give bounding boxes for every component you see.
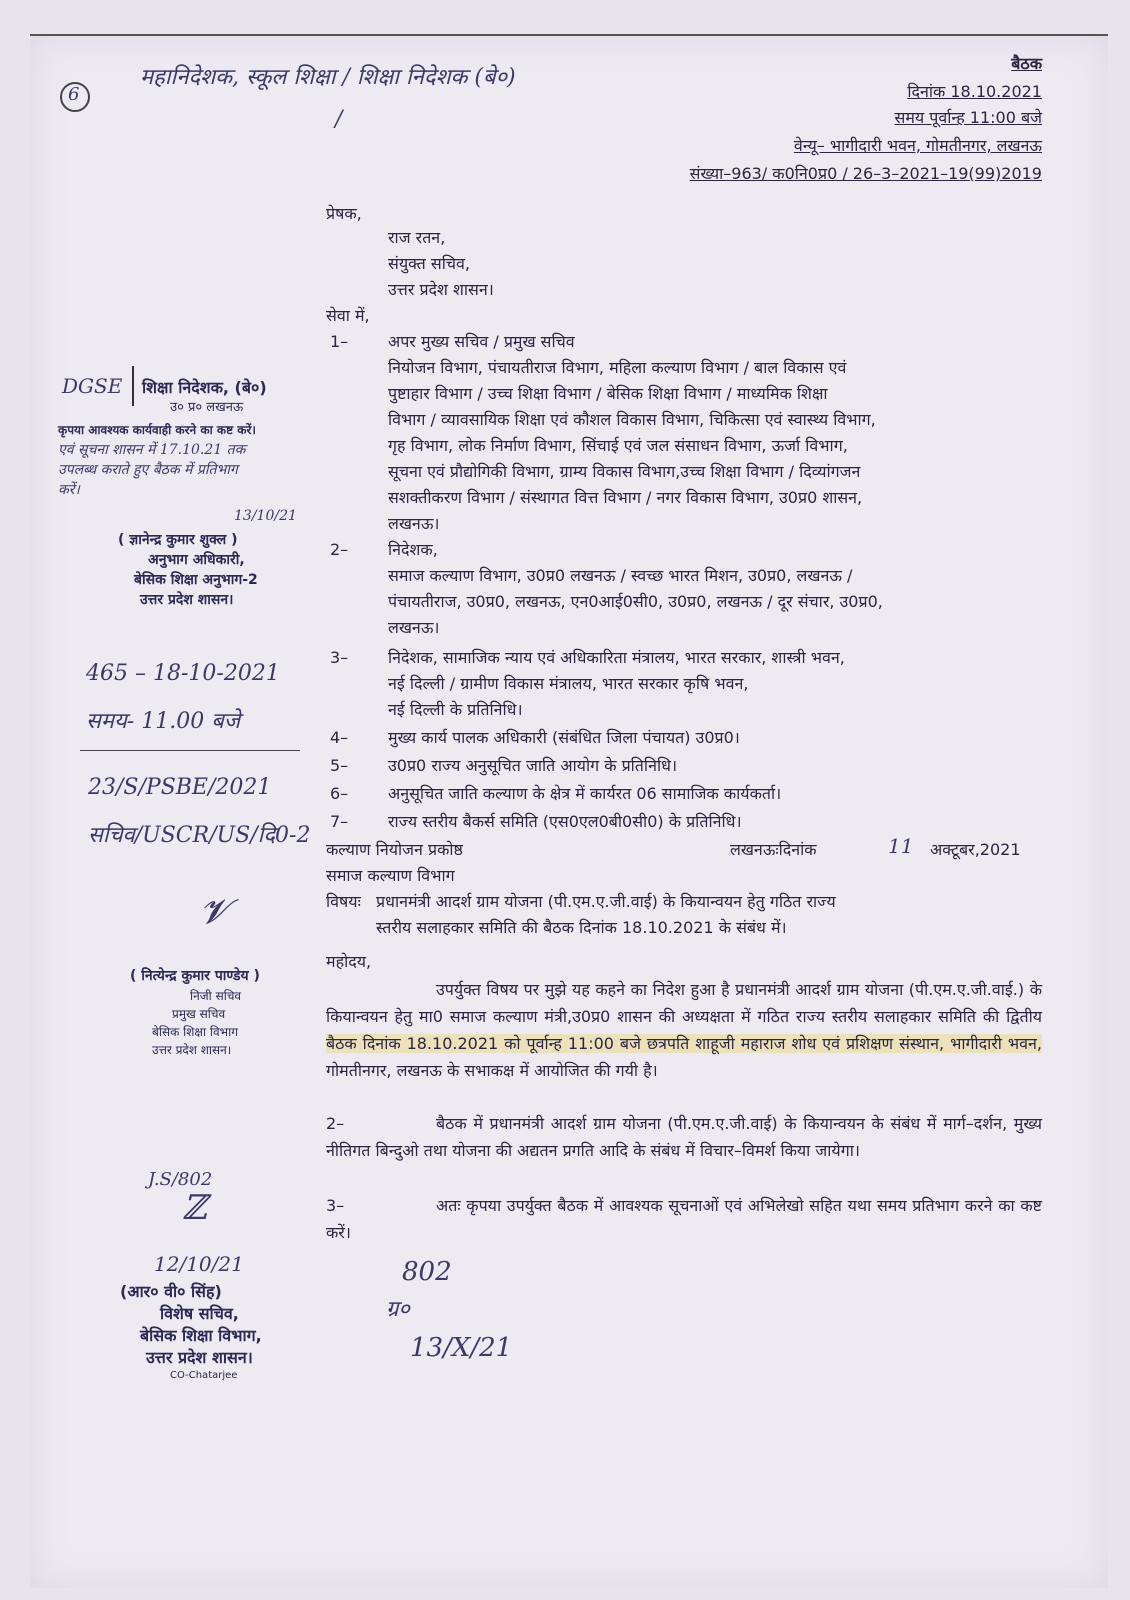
department-name: समाज कल्याण विभाग — [326, 866, 455, 885]
sender-office: उत्तर प्रदेश शासन। — [388, 280, 494, 299]
paragraph-1 — [326, 976, 1042, 1084]
recipient-line: समाज कल्याण विभाग, उ0प्र0 लखनऊ / स्वच्छ भारत मिशन, उ0प्र0, लखनऊ / — [388, 566, 853, 585]
recipient-line: अनुसूचित जाति कल्याण के क्षेत्र में कार्यरत 06 सामाजिक कार्यकर्ता। — [388, 784, 782, 803]
officer-3-department: बेसिक शिक्षा विभाग, — [140, 1326, 262, 1345]
handwritten-code-1: 23/S/PSBE/2021 — [88, 775, 272, 800]
officer-1-name: ( ज्ञानेन्द्र कुमार शुक्ल ) — [118, 532, 238, 548]
officer-2-name: ( नित्येन्द्र कुमार पाण्डेय ) — [130, 968, 260, 984]
officer-1-designation: अनुभाग अधिकारी, — [148, 552, 245, 568]
recipient-line: राज्य स्तरीय बैकर्स समिति (एस0एल0बी0सी0) के प्रतिनिधि। — [388, 812, 742, 831]
slash-mark: / — [335, 107, 343, 132]
dgse-divider — [132, 366, 134, 406]
handwritten-note-2: उपलब्ध कराते हुए बैठक में प्रतिभाग — [58, 462, 238, 478]
letter-page — [30, 34, 1108, 1588]
officer-1-department: बेसिक शिक्षा अनुभाग-2 — [134, 572, 258, 588]
place-date-label: लखनऊःदिनांक — [730, 840, 817, 859]
meeting-label: बैठक — [1011, 54, 1042, 73]
recipient-line: नियोजन विभाग, पंचायतीराज विभाग, महिला कल्याण विभाग / बाल विकास एवं — [388, 358, 847, 377]
sender-name: राज रतन, — [388, 228, 446, 247]
meeting-venue: वेन्यू– भागीदारी भवन, गोमतीनगर, लखनऊ — [793, 136, 1042, 155]
stamp-title: शिक्षा निदेशक, (बे०) — [142, 378, 267, 397]
officer-2-to: प्रमुख सचिव — [172, 1007, 226, 1021]
signature-mark-1: 𝓥 — [200, 892, 229, 932]
recipient-line: नई दिल्ली के प्रतिनिधि। — [388, 700, 523, 719]
bottom-handwriting-3: 13/X/21 — [410, 1333, 513, 1363]
recipient-line: उ0प्र0 राज्य अनुसूचित जाति आयोग के प्रतिनिधि। — [388, 756, 678, 775]
recipient-line: गृह विभाग, लोक निर्माण विभाग, सिंचाई एवं जल संसाधन विभाग, ऊर्जा विभाग, — [388, 436, 848, 455]
department-cell: कल्याण नियोजन प्रकोष्ठ — [326, 840, 463, 859]
handwritten-note-1: एवं सूचना शासन में 17.10.21 तक — [58, 442, 246, 458]
handwritten-underline — [80, 750, 300, 751]
meeting-time: समय पूर्वान्ह 11:00 बजे — [894, 108, 1042, 127]
salutation: महोदय, — [326, 952, 372, 971]
officer-3-designation: विशेष सचिव, — [160, 1304, 239, 1323]
subject-label: विषयः — [326, 892, 361, 911]
subject-line-2: स्तरीय सलाहकार समिति की बैठक दिनांक 18.10.2021 के संबंध में। — [376, 918, 787, 937]
handwritten-date-1: 13/10/21 — [234, 508, 297, 524]
recipient-line: अपर मुख्य सचिव / प्रमुख सचिव — [388, 332, 575, 351]
paragraph-3-num: 3– — [326, 1196, 345, 1215]
officer-2-department: बेसिक शिक्षा विभाग — [152, 1025, 238, 1039]
sender-label: प्रेषक, — [326, 204, 362, 223]
handwritten-code-3: J.S/802 — [148, 1169, 213, 1190]
officer-2-office: उत्तर प्रदेश शासन। — [152, 1043, 232, 1057]
recipient-line: लखनऊ। — [388, 618, 440, 637]
reference-number: संख्या–963/ क0नि0प्र0 / 26–3–2021–19(99)2019 — [689, 164, 1042, 183]
recipient-line: नई दिल्ली / ग्रामीण विकास मंत्रालय, भारत सरकार कृषि भवन, — [388, 674, 749, 693]
handwritten-reference: 465 – 18-10-2021 — [86, 661, 280, 686]
recipient-line: निदेशक, — [388, 540, 438, 559]
recipient-num: 6– — [330, 784, 349, 803]
meeting-date: दिनांक 18.10.2021 — [907, 82, 1042, 101]
recipient-line: विभाग / व्यावसायिक शिक्षा एवं कौशल विकास विभाग, चिकित्सा एवं स्वास्थ्य विभाग, — [388, 410, 876, 429]
handwritten-time: समय- 11.00 बजे — [86, 709, 241, 734]
officer-3-credit: CO-Chatarjee — [170, 1370, 238, 1381]
sender-designation: संयुक्त सचिव, — [388, 254, 470, 273]
date-month: अक्टूबर,2021 — [930, 840, 1021, 859]
recipient-line: लखनऊ। — [388, 514, 440, 533]
paragraph-3: अतः कृपया उपर्युक्त बैठक में आवश्यक सूचनाओं एवं अभिलेखो सहित यथा समय प्रतिभाग करने का कष्ट करें। — [326, 1196, 1042, 1242]
officer-2-designation: निजी सचिव — [190, 989, 242, 1003]
officer-1-office: उत्तर प्रदेश शासन। — [140, 592, 234, 608]
signature-mark-2: ℤ — [182, 1188, 207, 1228]
officer-3-name: (आर० वी० सिंह) — [120, 1282, 222, 1301]
recipient-num: 4– — [330, 728, 349, 747]
paragraph-1-text: उपर्युक्त विषय पर मुझे यह कहने का निदेश हुआ है प्रधानमंत्री आदर्श ग्राम योजना (पी.एम.ए.जी.वाई.) के कियान्वयन हेतु मा0 समाज कल्याण मंत्री,उ0प्र0 शासन की अध्यक्षता में गठित राज्य स्तरीय सलाहकार समिति की द्वितीय — [326, 980, 1042, 1026]
bottom-handwriting-1: 802 — [402, 1257, 452, 1287]
paragraph-2: बैठक में प्रधानमंत्री आदर्श ग्राम योजना (पी.एम.ए.जी.वाई) के कियान्वयन के संबंध में मार्ग–दर्शन, मुख्य नीतिगत बिन्दुओ तथा योजना की अद्यतन प्रगति आदि के संबंध में विचार–विमर्श किया जायेगा। — [326, 1114, 1042, 1160]
paragraph-1-highlight: बैठक दिनांक 18.10.2021 को पूर्वान्ह 11:00 बजे छत्रपति शाहूजी महाराज शोध एवं प्रशिक्षण संस्थान, भागीदारी भवन, — [326, 1034, 1042, 1053]
recipient-line: पंचायतीराज, उ0प्र0, लखनऊ, एन0आई0सी0, उ0प्र0, लखनऊ / दूर संचार, उ0प्र0, — [388, 592, 883, 611]
paragraph-2-num: 2– — [326, 1114, 345, 1133]
recipient-num: 5– — [330, 756, 349, 775]
dgse-note: DGSE — [62, 374, 123, 398]
stamp-location: उ० प्र० लखनऊ — [170, 400, 244, 415]
handwritten-note-3: करें। — [58, 482, 80, 498]
recipient-num: 2– — [330, 540, 349, 559]
recipient-num: 3– — [330, 648, 349, 667]
stamp-note: कृपया आवश्यक कार्यवाही करने का कष्ट करें। — [58, 423, 256, 437]
recipient-num: 1– — [330, 332, 349, 351]
recipient-line: मुख्य कार्य पालक अधिकारी (संबंधित जिला पंचायत) उ0प्र0। — [388, 728, 740, 747]
recipient-line: पुष्टाहार विभाग / उच्च शिक्षा विभाग / बेसिक शिक्षा विभाग / माध्यमिक शिक्षा — [388, 384, 828, 403]
recipient-line: सशक्तीकरण विभाग / संस्थागत वित्त विभाग / नगर विकास विभाग, उ0प्र0 शासन, — [388, 488, 863, 507]
number-mark: 6 — [68, 84, 80, 105]
bottom-handwriting-2: ग्र० — [386, 1297, 410, 1322]
paragraph-1-end: गोमतीनगर, लखनऊ के सभाकक्ष में आयोजित की गयी है। — [326, 1061, 658, 1080]
subject-line-1: प्रधानमंत्री आदर्श ग्राम योजना (पी.एम.ए.जी.वाई) के कियान्वयन हेतु गठित राज्य — [376, 892, 836, 911]
recipient-num: 7– — [330, 812, 349, 831]
recipient-line: निदेशक, सामाजिक न्याय एवं अधिकारिता मंत्रालय, भारत सरकार, शास्त्री भवन, — [388, 648, 845, 667]
handwritten-code-2: सचिव/USCR/US/दि0-2 — [88, 823, 311, 848]
recipients-label: सेवा में, — [326, 306, 370, 325]
handwritten-date-2: 12/10/21 — [154, 1252, 244, 1276]
handwritten-top-note: महानिदेशक, स्कूल शिक्षा / शिक्षा निदेशक (बे०) — [140, 65, 516, 90]
officer-3-office: उत्तर प्रदेश शासन। — [146, 1348, 253, 1367]
recipient-line: सूचना एवं प्रौद्योगिकी विभाग, ग्राम्य विकास विभाग,उच्च शिक्षा विभाग / दिव्यांगजन — [388, 462, 861, 481]
date-day: 11 — [888, 834, 914, 858]
